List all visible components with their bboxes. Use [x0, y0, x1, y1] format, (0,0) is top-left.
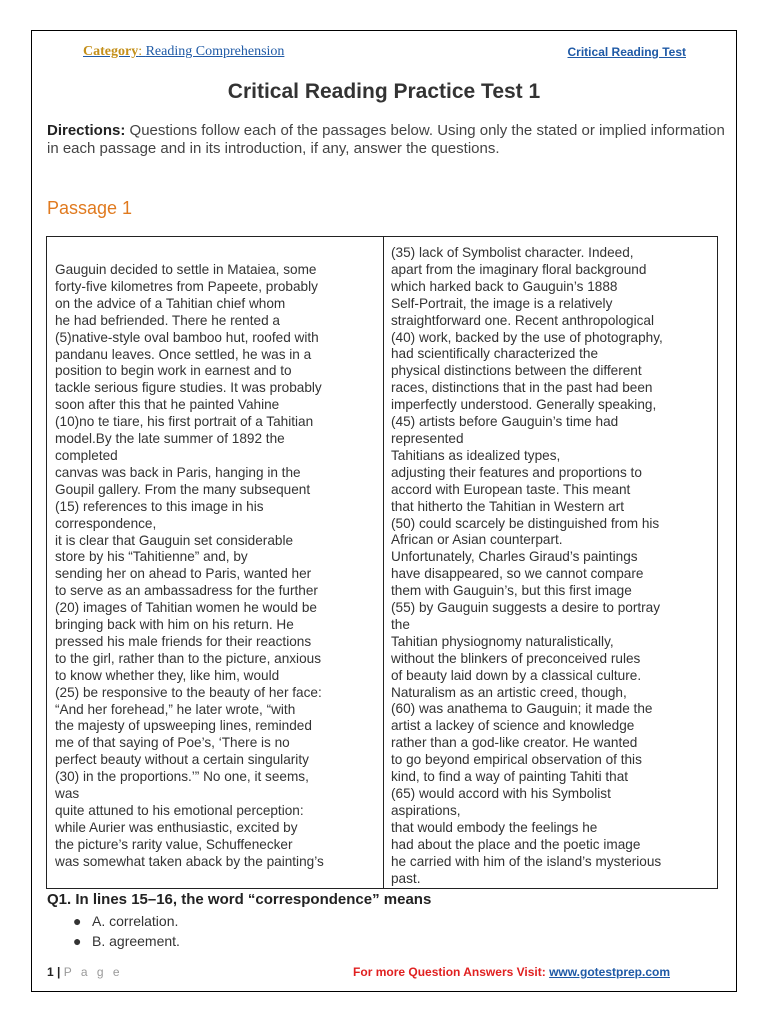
passage-line: imperfectly understood. Generally speaking, [391, 397, 657, 413]
passage-line: without the blinkers of preconceived rules [391, 650, 641, 666]
passage-line: completed [55, 447, 118, 463]
passage-line: aspirations, [391, 802, 461, 818]
passage-line: physical distinctions between the different [391, 363, 642, 379]
passage-line: represented [391, 430, 464, 446]
passage-line: have disappeared, so we cannot compare [391, 566, 644, 582]
answer-options [73, 911, 180, 951]
passage-line: them with Gauguin’s, but this first image [391, 583, 632, 599]
directions-body: Questions follow each of the passages below. Using only the stated or implied information in each passage and in its introduction, if any, answer the questions. [47, 122, 725, 157]
passage-line: to serve as an ambassadress for the further [55, 583, 318, 599]
passage-line: Self-Portrait, the image is a relatively [391, 295, 613, 311]
passage-line: accord with European taste. This meant [391, 481, 631, 497]
passage-line: Tahitian physiognomy naturalistically, [391, 633, 614, 649]
passage-line: kind, to find a way of painting Tahiti that [391, 769, 629, 785]
passage-line: the [391, 616, 410, 632]
passage-line: (5)native-style oval bamboo hut, roofed with [55, 329, 319, 345]
passage-line: (10)no te tiare, his first portrait of a Tahitian [55, 414, 314, 430]
column-divider [383, 237, 384, 888]
passage-line: sending her on ahead to Paris, wanted her [55, 566, 312, 582]
passage-line: me of that saying of Poe’s, ‘There is no [55, 735, 290, 751]
passage-line: he carried with him of the island’s mysterious [391, 853, 662, 869]
passage-line: he had befriended. There he rented a [55, 312, 280, 328]
passage-line: that would embody the feelings he [391, 819, 598, 835]
passage-line: was [55, 786, 80, 802]
passage-heading: Passage 1 [47, 198, 133, 218]
passage-line: to know whether they, like him, would [55, 667, 280, 683]
passage-line: bringing back with him on his return. He [55, 617, 294, 633]
passage-line: correspondence, [55, 515, 157, 531]
passage-line: (50) could scarcely be distinguished from his [391, 515, 660, 531]
passage-line: past. [391, 870, 421, 886]
directions-label: Directions: [47, 122, 126, 139]
passage-line: of beauty laid down by a classical culture. [391, 667, 642, 683]
passage-line: rather than a god-like creator. He wanted [391, 735, 638, 751]
passage-line: (15) references to this image in his [55, 498, 264, 514]
test-name-link[interactable]: Critical Reading Test [567, 45, 686, 59]
passage-line: on the advice of a Tahitian chief whom [55, 295, 286, 311]
passage-line: it is clear that Gauguin set considerable [55, 532, 294, 548]
passage-line: had about the place and the poetic image [391, 836, 641, 852]
answer-option[interactable]: ● B. agreement. [73, 933, 180, 949]
passage-line: adjusting their features and proportions to [391, 464, 642, 480]
passage-line: to go beyond empirical observation of this [391, 752, 642, 768]
passage-line: perfect beauty without a certain singularity [55, 752, 309, 768]
bullet-icon: ● [73, 913, 82, 929]
question-text: Q1. In lines 15–16, the word “correspondence” means [47, 891, 432, 908]
bullet-icon: ● [73, 933, 82, 949]
passage-line: the majesty of upsweeping lines, reminded [55, 718, 312, 734]
page-header [83, 44, 688, 64]
passage-line: (45) artists before Gauguin’s time had [391, 414, 619, 430]
passage-line: canvas was back in Paris, hanging in the [55, 464, 301, 480]
category-label[interactable]: Category: Reading Comprehension [83, 44, 285, 59]
passage-line: position to begin work in earnest and to [55, 363, 292, 379]
passage-line: soon after this that he painted Vahine [55, 397, 280, 413]
passage-line: (40) work, backed by the use of photography, [391, 329, 663, 345]
page-number: 1 | P a g e [47, 965, 123, 979]
passage-line: store by his “Tahitienne” and, by [55, 549, 248, 565]
passage-table [46, 236, 718, 889]
passage-line: the picture’s rarity value, Schuffenecker [55, 836, 293, 852]
directions-text [47, 122, 727, 158]
passage-line: (65) would accord with his Symbolist [391, 786, 611, 801]
passage-line: forty-five kilometres from Papeete, probably [55, 278, 318, 294]
passage-line: tackle serious figure studies. It was probably [55, 380, 322, 396]
passage-line: model.By the late summer of 1892 the [55, 431, 285, 447]
passage-line: (60) was anathema to Gauguin; it made the [391, 701, 653, 717]
passage-line: Naturalism as an artistic creed, though, [391, 684, 627, 700]
category-value: Reading Comprehension [145, 44, 285, 59]
passage-line: pandanu leaves. Once settled, he was in a [55, 346, 312, 362]
passage-line: artist a lackey of science and knowledge [391, 718, 635, 734]
passage-line: that hitherto the Tahitian in Western art [391, 498, 624, 514]
passage-line: Unfortunately, Charles Giraud’s paintings [391, 549, 638, 565]
passage-line: Tahitians as idealized types, [391, 447, 561, 463]
passage-line: apart from the imaginary floral background [391, 261, 647, 277]
passage-line: “And her forehead,” he later wrote, “with [55, 701, 296, 717]
passage-line: to the girl, rather than to the picture, anxious [55, 650, 321, 666]
passage-line: was somewhat taken aback by the painting’s [55, 853, 324, 869]
passage-right-column [391, 245, 711, 887]
promo-link[interactable]: www.gotestprep.com [549, 965, 670, 979]
passage-line: (25) be responsive to the beauty of her face: [55, 684, 322, 700]
answer-option[interactable]: ● A. correlation. [73, 913, 179, 929]
passage-line: Goupil gallery. From the many subsequent [55, 481, 311, 497]
passage-line: (20) images of Tahitian women he would be [55, 600, 317, 616]
passage-line: which harked back to Gauguin’s 1888 [391, 278, 618, 294]
passage-line: while Aurier was enthusiastic, excited by [55, 819, 298, 835]
category-key: Category [83, 44, 139, 59]
passage-line: quite attuned to his emotional perception: [55, 803, 304, 818]
passage-line: African or Asian counterpart. [391, 532, 563, 548]
passage-line: (55) by Gauguin suggests a desire to portray [391, 600, 661, 616]
passage-line: races, distinctions that in the past had been [391, 380, 653, 396]
passage-line: had scientifically characterized the [391, 346, 599, 362]
passage-line: straightforward one. Recent anthropological [391, 312, 654, 328]
page-title: Critical Reading Practice Test 1 [227, 80, 541, 103]
passage-line: (35) lack of Symbolist character. Indeed, [391, 245, 634, 260]
passage-line: (30) in the proportions.’” No one, it seems, [55, 769, 309, 785]
passage-line: Gauguin decided to settle in Mataiea, some [55, 262, 317, 277]
passage-left-column [55, 262, 373, 871]
passage-line: pressed his male friends for their reactions [55, 633, 312, 649]
footer-promo: For more Question Answers Visit: www.gotestprep.com [353, 965, 670, 979]
